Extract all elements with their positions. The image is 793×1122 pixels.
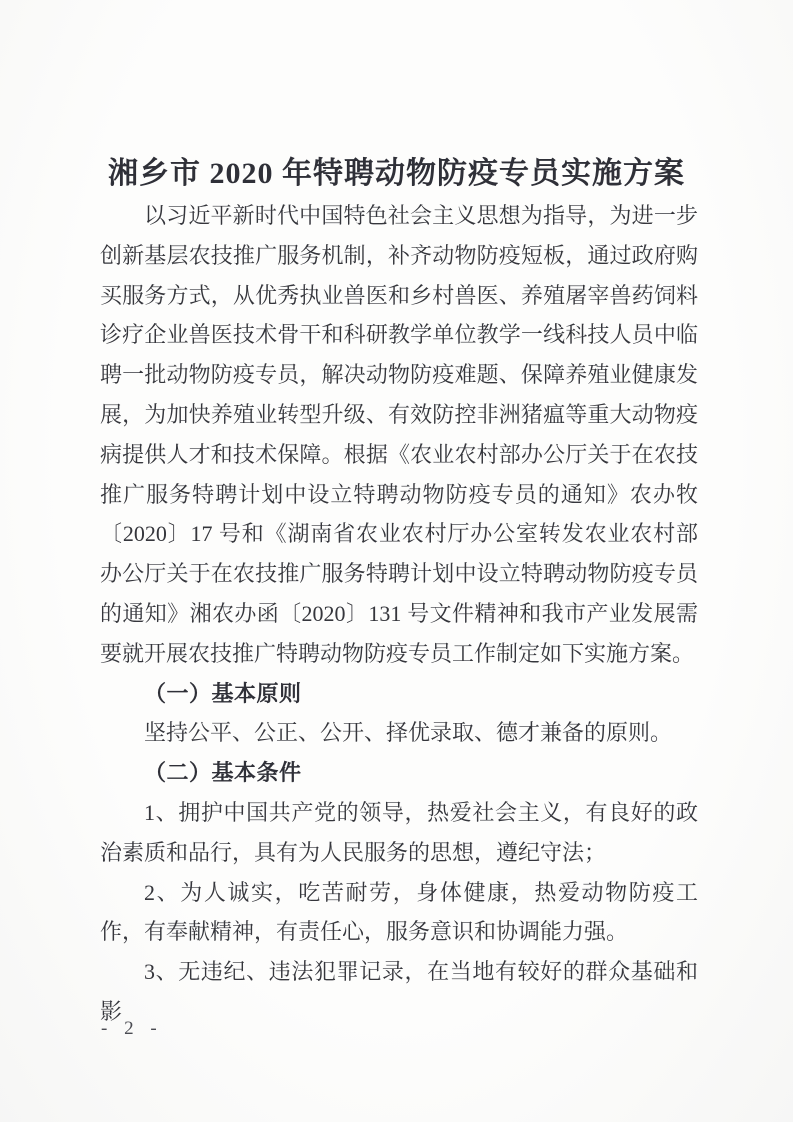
page-number: - 2 - [101, 1018, 163, 1039]
section-heading-basic-principles: （一）基本原则 [144, 680, 302, 706]
condition-item-3: 3、无违纪、违法犯罪记录，在当地有较好的群众基础和影 [100, 959, 698, 1024]
condition-item-1: 1、拥护中国共产党的领导，热爱社会主义，有良好的政治素质和品行，具有为人民服务的思想，遵纪守法； [100, 799, 698, 865]
document-body [100, 196, 698, 1032]
intro-paragraph: 以习近平新时代中国特色社会主义思想为指导，为进一步创新基层农技推广服务机制，补齐动物防疫短板，通过政府购买服务方式，从优秀执业兽医和乡村兽医、养殖屠宰兽药饲料诊疗企业兽医技术骨干和科研教学单位教学一线科技人员中临聘一批动物防疫专员，解决动物防疫难题、保障养殖业健康发展，为加快养殖业转型升级、有效防控非洲猪瘟等重大动物疫病提供人才和技术保障。根据《农业农村部办公厅关于在农技推广服务特聘计划中设立特聘动物防疫专员的通知》农办牧〔2020〕17 号和《湖南省农业农村厅办公室转发农业农村部办公厅关于在农技推广服务特聘计划中设立特聘动物防疫专员的通知》湘农办函〔2020〕131 号文件精神和我市产业发展需要就开展农技推广特聘动物防疫专员工作制定如下实施方案。 [100, 203, 698, 666]
principles-paragraph: 坚持公平、公正、公开、择优录取、德才兼备的原则。 [144, 720, 673, 746]
condition-item-2: 2、为人诚实，吃苦耐劳，身体健康，热爱动物防疫工作，有奉献精神，有责任心，服务意识和协调能力强。 [100, 879, 698, 945]
section-heading-basic-conditions: （二）基本条件 [144, 760, 302, 786]
document-title: 湘乡市 2020 年特聘动物防疫专员实施方案 [108, 157, 685, 191]
